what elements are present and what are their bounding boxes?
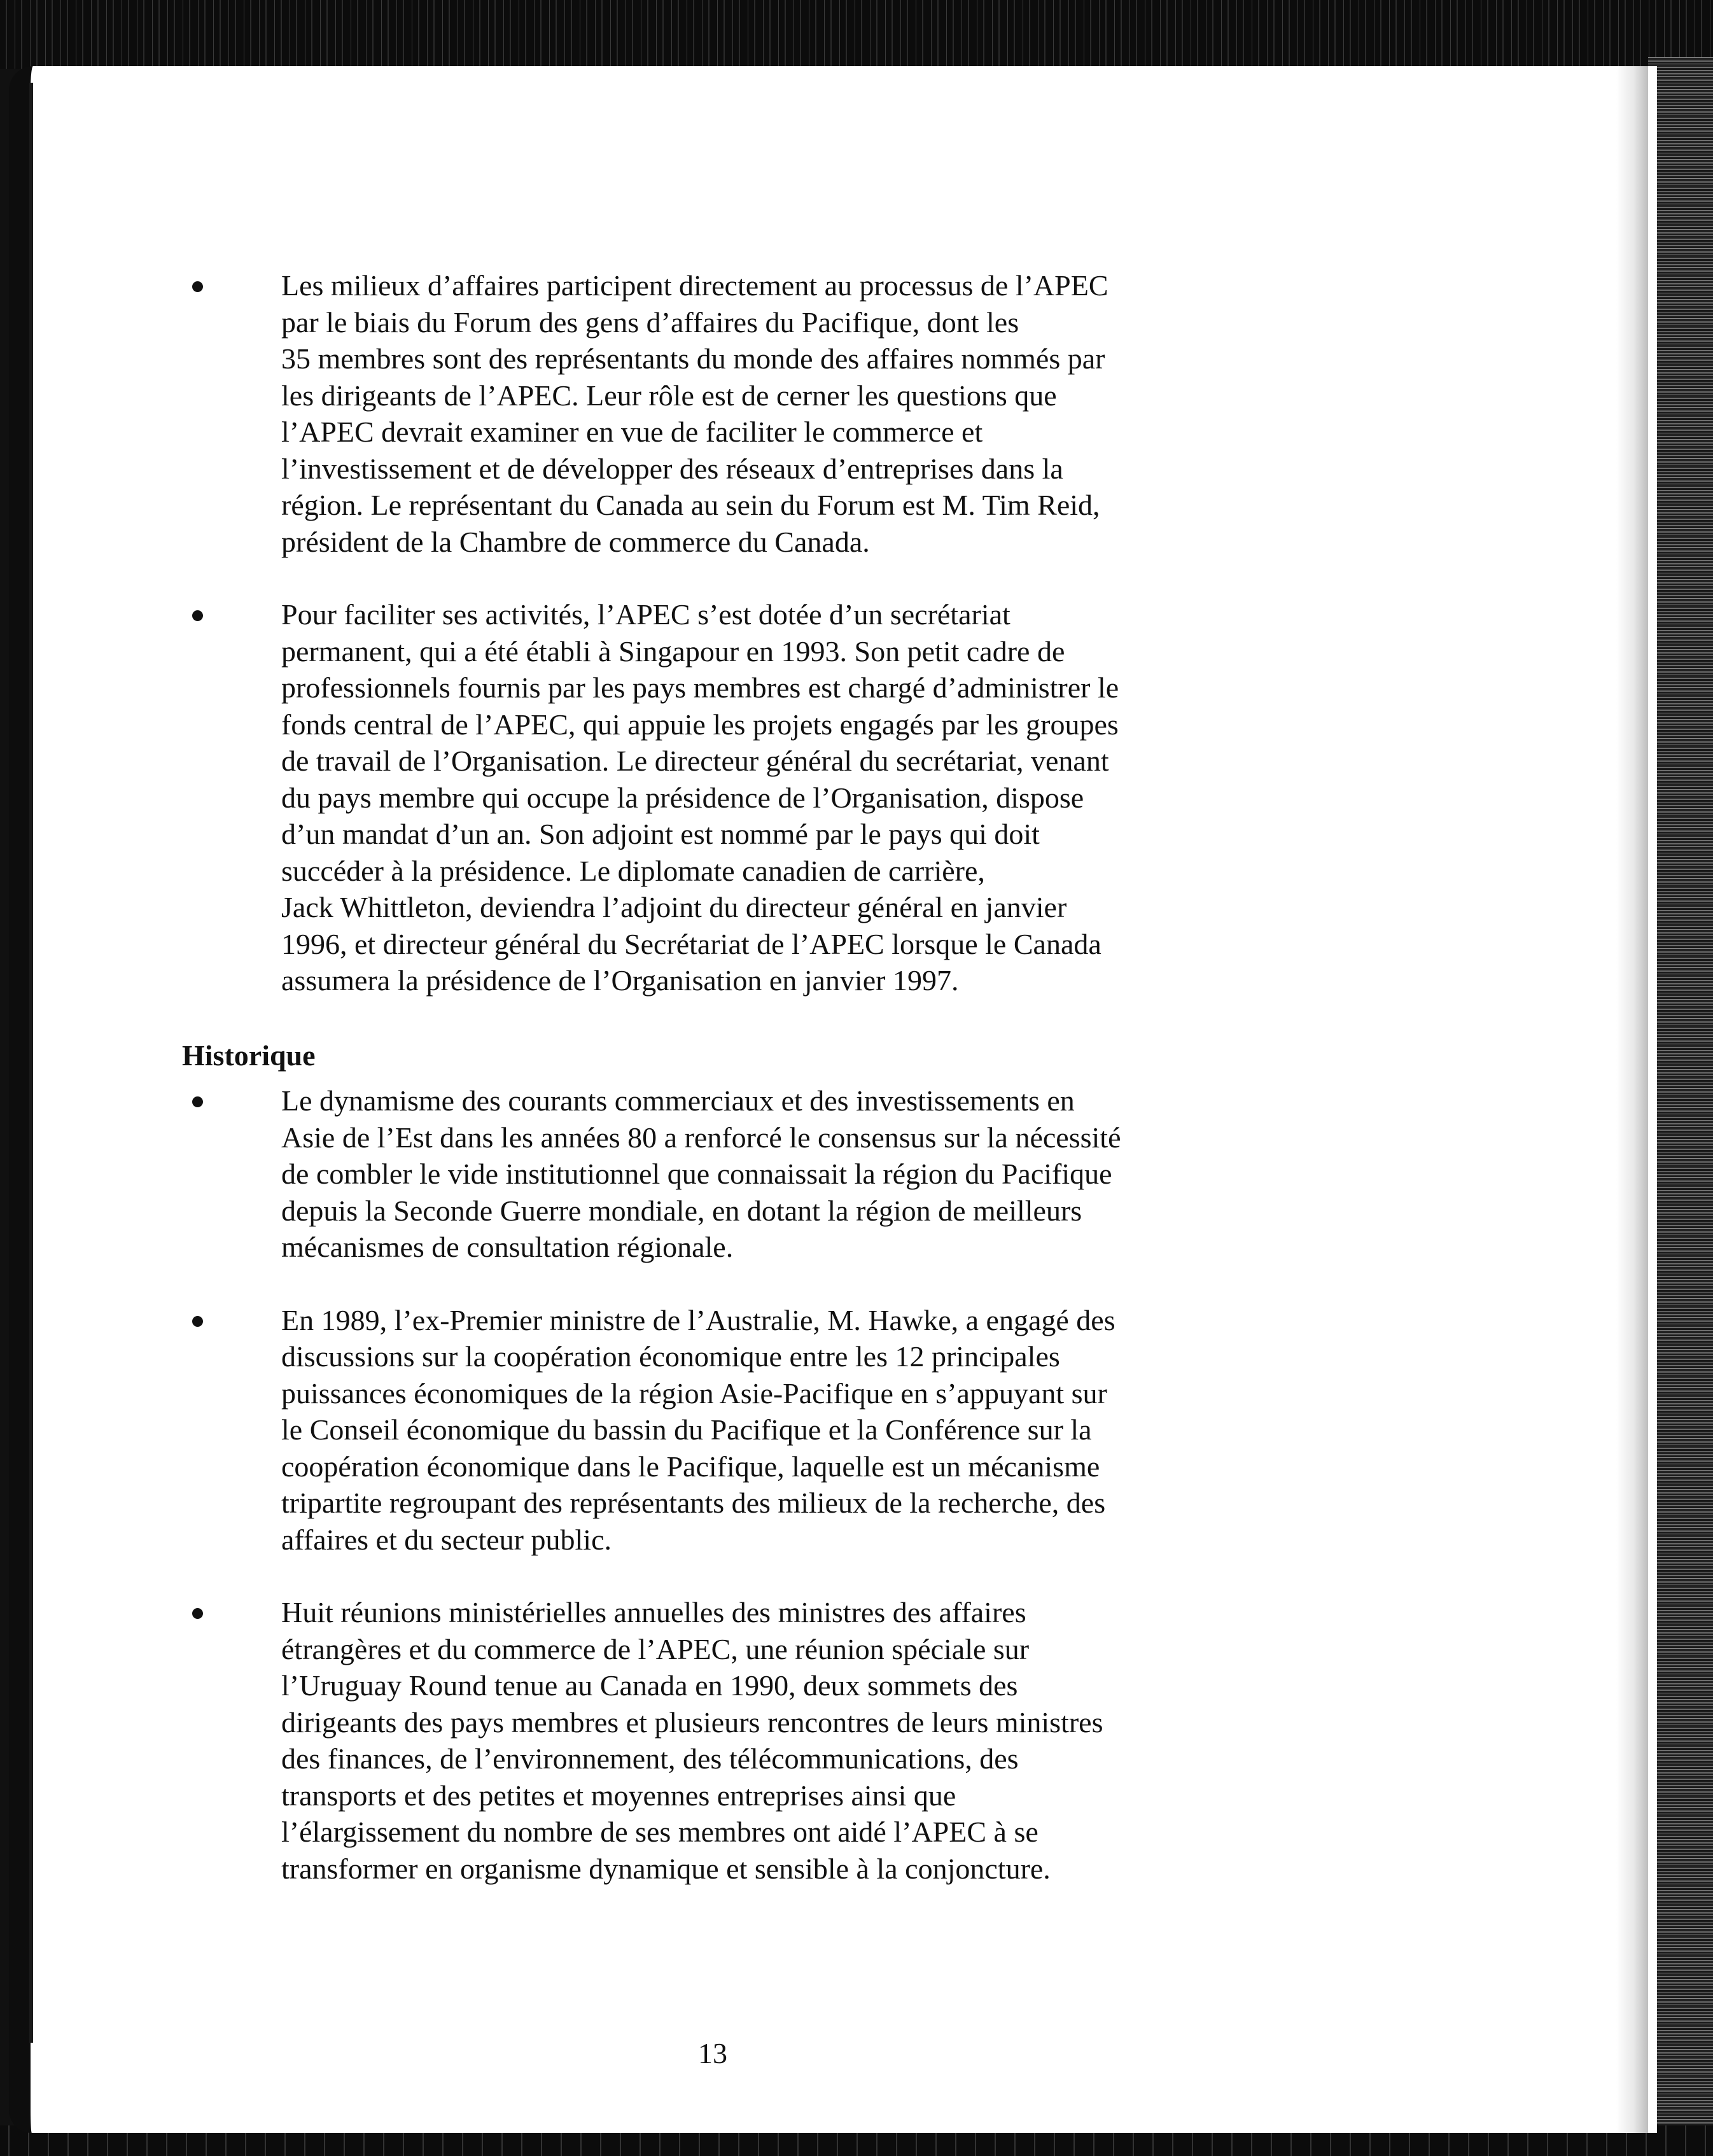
text-line: président de la Chambre de commerce du Canada. (281, 525, 870, 558)
text-line: puissances économiques de la région Asie-Pacifique en s’appuyant sur (281, 1376, 1107, 1410)
text-line: 1996, et directeur général du Secrétariat de l’APEC lorsque le Canada (281, 927, 1101, 960)
text-line: Le dynamisme des courants commerciaux et des investissements en (281, 1084, 1075, 1117)
bullet-dot-icon (192, 1316, 203, 1327)
text-line: par le biais du Forum des gens d’affaires du Pacifique, dont les (281, 305, 1019, 339)
page-body (182, 267, 1264, 1887)
text-line: transports et des petites et moyennes entreprises ainsi que (281, 1779, 956, 1812)
bullet-paragraph (281, 1594, 1264, 1887)
bullet-item (182, 1594, 1264, 1887)
bullet-item (182, 267, 1264, 560)
text-line: transformer en organisme dynamique et sensible à la conjoncture. (281, 1852, 1051, 1885)
intro-bullet-list (182, 267, 1264, 999)
text-line: permanent, qui a été établi à Singapour en 1993. Son petit cadre de (281, 634, 1065, 668)
history-bullet-list (182, 1082, 1264, 1887)
bullet-item (182, 1082, 1264, 1266)
bullet-item (182, 1302, 1264, 1558)
bullet-paragraph (281, 1302, 1264, 1558)
text-line: coopération économique dans le Pacifique, laquelle est un mécanisme (281, 1450, 1100, 1483)
scan-border-top (0, 0, 1713, 69)
text-line: discussions sur la coopération économique entre les 12 principales (281, 1340, 1060, 1373)
text-line: dirigeants des pays membres et plusieurs rencontres de leurs ministres (281, 1705, 1103, 1739)
section-heading-historique: Historique (182, 1039, 316, 1072)
text-line: étrangères et du commerce de l’APEC, une réunion spéciale sur (281, 1632, 1030, 1665)
binding-edge (29, 83, 33, 2043)
text-line: région. Le représentant du Canada au sein du Forum est M. Tim Reid, (281, 489, 1100, 521)
bullet-paragraph (281, 596, 1264, 999)
text-line: l’élargissement du nombre de ses membres ont aidé l’APEC à se (281, 1816, 1038, 1848)
text-line: mécanismes de consultation régionale. (281, 1231, 734, 1263)
text-line: En 1989, l’ex-Premier ministre de l’Australie, M. Hawke, a engagé des (281, 1303, 1115, 1336)
text-line: depuis la Seconde Guerre mondiale, en dotant la région de meilleurs (281, 1194, 1082, 1227)
text-line: Les milieux d’affaires participent directement au processus de l’APEC (281, 269, 1108, 302)
text-line: Asie de l’Est dans les années 80 a renforcé le consensus sur la nécessité (281, 1121, 1121, 1154)
text-line: l’APEC devrait examiner en vue de faciliter le commerce et (281, 416, 983, 448)
text-line: 35 membres sont des représentants du monde des affaires nommés par (281, 342, 1105, 375)
text-line: fonds central de l’APEC, qui appuie les projets engagés par les groupes (281, 708, 1119, 741)
text-line: les dirigeants de l’APEC. Leur rôle est de cerner les questions que (281, 379, 1057, 412)
text-line: d’un mandat d’un an. Son adjoint est nommé par le pays qui doit (281, 818, 1040, 850)
text-line: du pays membre qui occupe la présidence de l’Organisation, dispose (281, 781, 1084, 814)
text-line: succéder à la présidence. Le diplomate canadien de carrière, (281, 854, 985, 887)
text-line: Jack Whittleton, deviendra l’adjoint du directeur général en janvier (281, 891, 1067, 923)
text-line: de combler le vide institutionnel que connaissait la région du Pacifique (281, 1158, 1112, 1190)
text-line: Pour faciliter ses activités, l’APEC s’est dotée d’un secrétariat (281, 598, 1010, 631)
text-line: des finances, de l’environnement, des télécommunications, des (281, 1742, 1019, 1775)
text-line: l’investissement et de développer des réseaux d’entreprises dans la (281, 452, 1063, 485)
text-line: assumera la présidence de l’Organisation en janvier 1997. (281, 964, 959, 997)
bullet-item (182, 596, 1264, 999)
bullet-paragraph (281, 267, 1264, 560)
text-line: affaires et du secteur public. (281, 1523, 612, 1556)
bullet-dot-icon (192, 1608, 203, 1619)
binding-shadow (1616, 66, 1648, 2133)
bullet-paragraph (281, 1082, 1264, 1266)
text-line: de travail de l’Organisation. Le directeur général du secrétariat, venant (281, 745, 1109, 777)
bullet-dot-icon (192, 610, 203, 621)
page-number: 13 (698, 2037, 727, 2069)
bullet-dot-icon (192, 281, 203, 292)
text-line: l’Uruguay Round tenue au Canada en 1990, deux sommets des (281, 1669, 1018, 1702)
text-line: tripartite regroupant des représentants des milieux de la recherche, des (281, 1487, 1106, 1519)
bullet-dot-icon (192, 1096, 203, 1107)
text-line: le Conseil économique du bassin du Pacifique et la Conférence sur la (281, 1413, 1092, 1446)
text-line: Huit réunions ministérielles annuelles des ministres des affaires (281, 1596, 1026, 1628)
text-line: professionnels fournis par les pays membres est chargé d’administrer le (281, 671, 1119, 704)
scan-border-right (1648, 57, 1713, 2132)
